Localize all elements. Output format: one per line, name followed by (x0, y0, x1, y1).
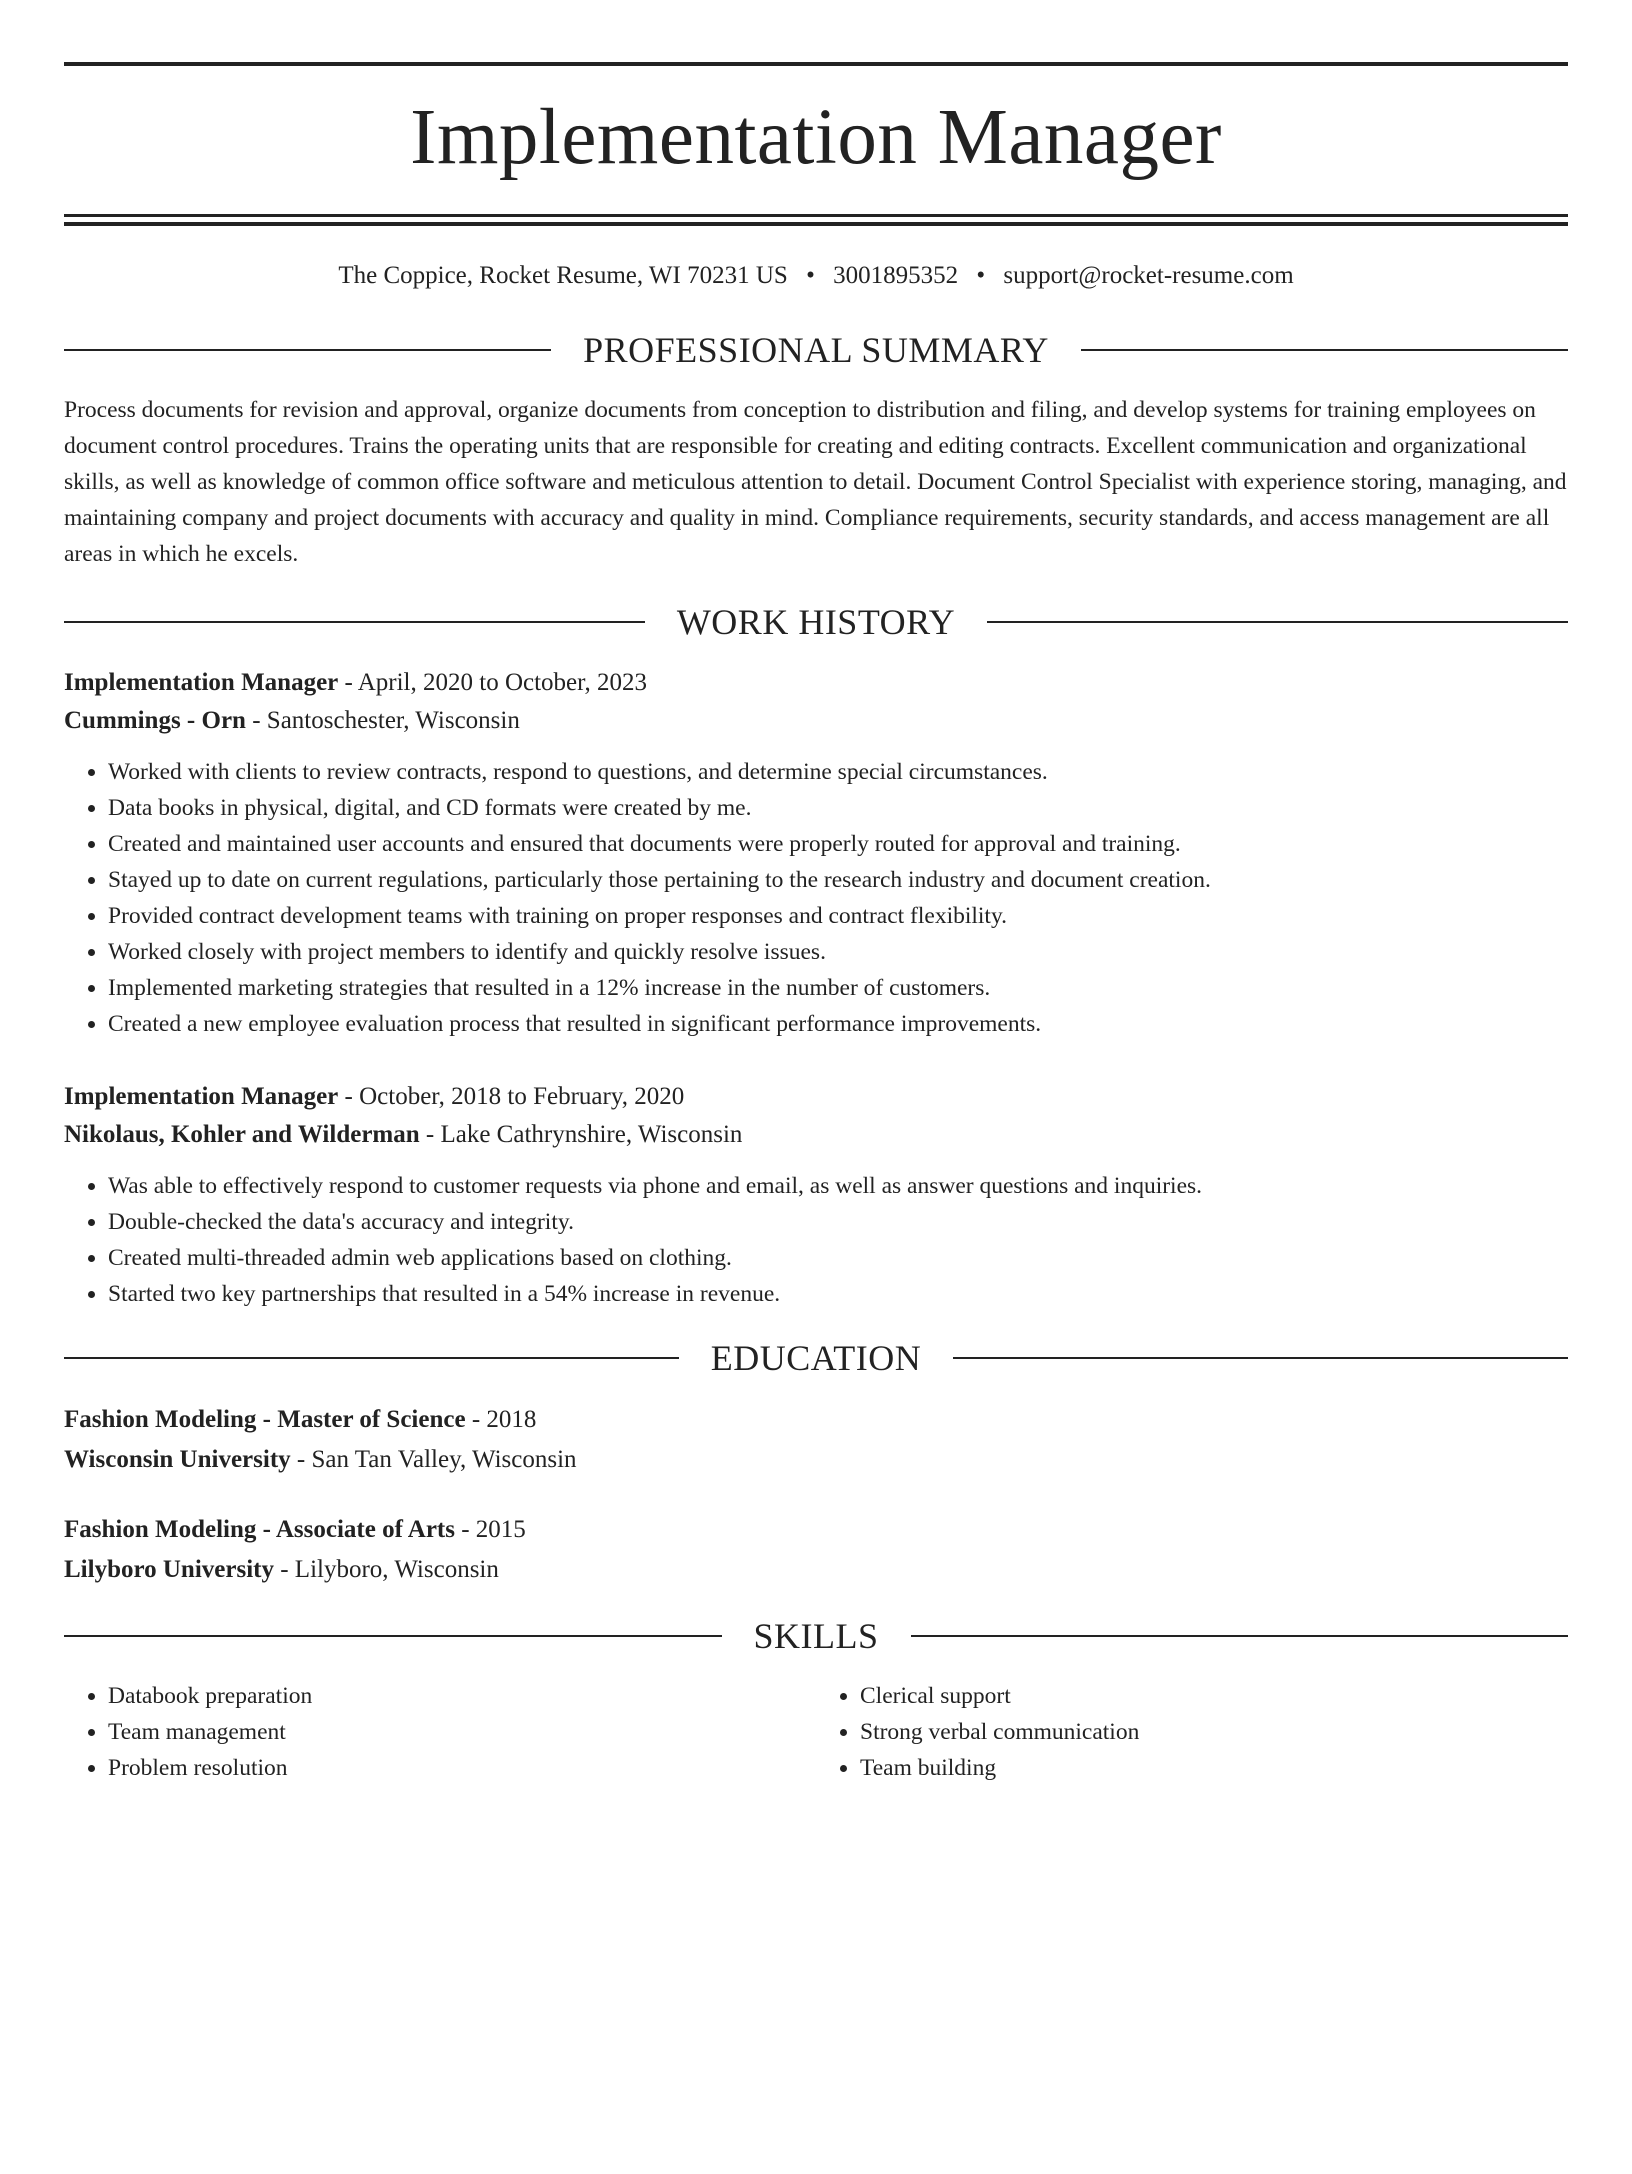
section-header-work (64, 602, 1568, 642)
job-entry (64, 664, 1568, 1042)
section-header-skills (64, 1616, 1568, 1656)
job-company-line (64, 702, 1568, 740)
list-item: • Created a new employee evaluation process that resulted in significant performance improvements. (108, 1006, 1568, 1042)
job-entry (64, 1078, 1568, 1312)
contact-address: The Coppice, Rocket Resume, WI 70231 US (338, 262, 788, 289)
education-degree: Fashion Modeling - Master of Science (64, 1406, 466, 1433)
skill-item: • Strong verbal communication (860, 1714, 1568, 1750)
skill-item: • Team building (860, 1750, 1568, 1786)
education-entry (64, 1400, 1568, 1480)
contact-separator: • (976, 262, 986, 289)
education-degree-line (64, 1400, 1568, 1440)
education-degree: Fashion Modeling - Associate of Arts (64, 1516, 455, 1543)
section-title-summary: PROFESSIONAL SUMMARY (583, 330, 1049, 370)
education-degree-line (64, 1510, 1568, 1550)
education-entry (64, 1510, 1568, 1590)
section-rule-left (64, 1635, 722, 1637)
candidate-name: Implementation Manager (410, 94, 1222, 181)
section-title-skills: SKILLS (753, 1616, 879, 1656)
job-role: Implementation Manager (64, 1083, 339, 1110)
job-location: - Lake Cathrynshire, Wisconsin (419, 1121, 743, 1148)
section-title-education: EDUCATION (710, 1338, 922, 1378)
job-company: Nikolaus, Kohler and Wilderman (64, 1121, 420, 1148)
contact-line (64, 260, 1568, 292)
education-location: - San Tan Valley, Wisconsin (290, 1446, 577, 1473)
section-rule-left (64, 349, 551, 351)
job-dates: - April, 2020 to October, 2023 (338, 669, 647, 696)
section-rule-right (953, 1357, 1568, 1359)
list-item: • Stayed up to date on current regulations, particularly those pertaining to the research industry and document creation. (108, 862, 1568, 898)
list-item: • Started two key partnerships that resulted in a 54% increase in revenue. (108, 1276, 1568, 1312)
job-title-line (64, 1078, 1568, 1116)
list-item: • Was able to effectively respond to customer requests via phone and email, as well as answer questions and inquiries. (108, 1168, 1568, 1204)
contact-separator: • (806, 262, 815, 289)
section-header-education (64, 1338, 1568, 1378)
skill-item: • Problem resolution (108, 1750, 816, 1786)
skills-columns (64, 1678, 1568, 1786)
section-header-summary (64, 330, 1568, 370)
section-rule-right (987, 621, 1568, 623)
education-school-line (64, 1440, 1568, 1480)
contact-email: support@rocket-resume.com (1003, 262, 1294, 289)
job-bullets (64, 754, 1568, 1042)
job-bullets (64, 1168, 1568, 1312)
top-divider (64, 62, 1568, 66)
skills-list-left (64, 1678, 816, 1786)
summary-text: Process documents for revision and approval, organize documents from conception to distribution and filing, and develop systems for training employees on document control procedures. Trains the operating units that are responsible for creating and editing contracts. Excellent communication and organizational skills, as well as knowledge of common office software and meticulous attention to detail. Document Control Specialist with experience storing, managing, and maintaining company and project documents with accuracy and quality in mind. Compliance requirements, security standards, and access management are all areas in which he excels. (64, 397, 1567, 567)
list-item: • Worked closely with project members to identify and quickly resolve issues. (108, 934, 1568, 970)
section-rule-right (1081, 349, 1568, 351)
education-location: - Lilyboro, Wisconsin (273, 1556, 499, 1583)
skills-list-right (816, 1678, 1568, 1786)
list-item: • Double-checked the data's accuracy and integrity. (108, 1204, 1568, 1240)
resume-page (0, 62, 1632, 2174)
section-rule-right (911, 1635, 1569, 1637)
job-company-line (64, 1116, 1568, 1154)
list-item: • Provided contract development teams with training on proper responses and contract flexibility. (108, 898, 1568, 934)
job-dates: - October, 2018 to February, 2020 (338, 1083, 685, 1110)
section-rule-left (64, 621, 645, 623)
education-year: - 2018 (465, 1406, 537, 1433)
list-item: • Data books in physical, digital, and CD formats were created by me. (108, 790, 1568, 826)
job-company: Cummings - Orn (64, 707, 246, 734)
section-rule-left (64, 1357, 679, 1359)
education-school: Wisconsin University (64, 1446, 291, 1473)
list-item: • Created multi-threaded admin web applications based on clothing. (108, 1240, 1568, 1276)
education-school: Lilyboro University (64, 1556, 274, 1583)
skill-item: • Databook preparation (108, 1678, 816, 1714)
list-item: • Implemented marketing strategies that resulted in a 12% increase in the number of customers. (108, 970, 1568, 1006)
section-title-work: WORK HISTORY (676, 602, 956, 642)
skill-item: • Team management (108, 1714, 816, 1750)
contact-phone: 3001895352 (833, 262, 959, 289)
job-location: - Santoschester, Wisconsin (245, 707, 520, 734)
skill-item: • Clerical support (860, 1678, 1568, 1714)
list-item: • Created and maintained user accounts and ensured that documents were properly routed for approval and training. (108, 826, 1568, 862)
list-item: • Worked with clients to review contracts, respond to questions, and determine special circumstances. (108, 754, 1568, 790)
header-double-divider (64, 214, 1568, 226)
job-role: Implementation Manager (64, 669, 339, 696)
job-title-line (64, 664, 1568, 702)
education-year: - 2015 (454, 1516, 526, 1543)
education-school-line (64, 1550, 1568, 1590)
